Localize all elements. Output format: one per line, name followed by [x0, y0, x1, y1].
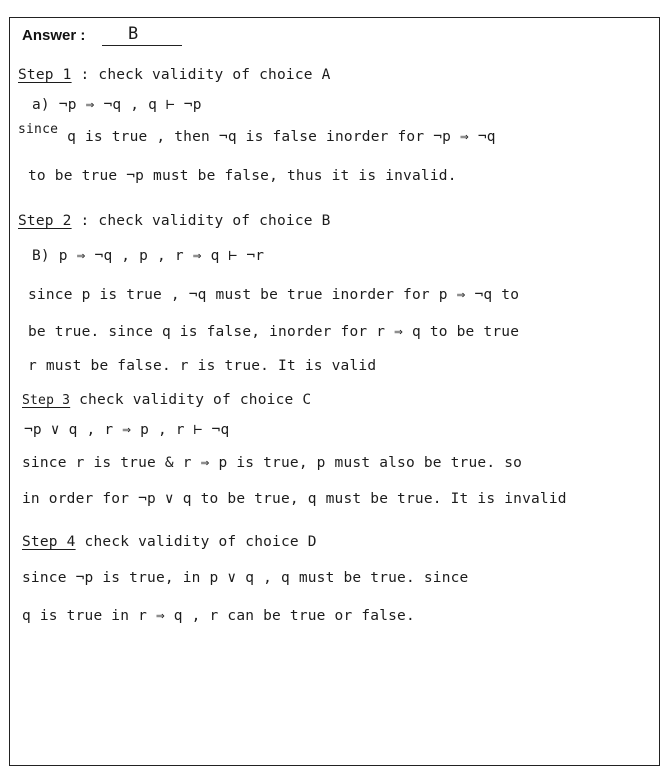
step4-label: Step 4: [22, 534, 76, 550]
choice-d-reason-line1: since ¬p is true, in p ∨ q , q must be true. since: [22, 570, 469, 586]
choice-b-premises: B) p ⇒ ¬q , p , r ⇒ q ⊢ ¬r: [32, 248, 265, 264]
step2-heading-text: : check validity of choice B: [80, 213, 331, 229]
choice-c-premises: ¬p ∨ q , r ⇒ p , r ⊢ ¬q: [24, 422, 230, 438]
answer-sheet: [9, 17, 660, 766]
answer-value: B: [128, 24, 139, 44]
step4-heading: [22, 534, 317, 550]
choice-a-premises: a) ¬p ⇒ ¬q , q ⊢ ¬p: [32, 97, 202, 113]
choice-d-reason-line2: q is true in r ⇒ q , r can be true or false.: [22, 608, 415, 624]
answer-blank-line: [102, 45, 182, 46]
choice-b-reason-line1: since p is true , ¬q must be true inorder for p ⇒ ¬q to: [28, 287, 520, 303]
since-prefix: since: [18, 122, 59, 137]
step1-heading-text: : check validity of choice A: [80, 67, 331, 83]
step3-heading: [22, 392, 311, 408]
answer-label: Answer :: [22, 27, 86, 44]
step4-heading-text: check validity of choice D: [84, 534, 317, 550]
step3-heading-text: check validity of choice C: [79, 392, 312, 408]
step2-heading: [18, 213, 331, 229]
step1-label: Step 1: [18, 67, 72, 83]
step1-heading: [18, 67, 331, 83]
choice-c-reason-line1: since r is true & r ⇒ p is true, p must also be true. so: [22, 455, 523, 471]
choice-c-reason-line2: in order for ¬p ∨ q to be true, q must be true. It is invalid: [22, 491, 567, 507]
choice-a-reason-line1: [18, 122, 496, 145]
step2-label: Step 2: [18, 213, 72, 229]
choice-a-reason-line2: to be true ¬p must be false, thus it is invalid.: [28, 168, 457, 184]
choice-b-reason-line3: r must be false. r is true. It is valid: [28, 358, 377, 374]
step3-label: Step 3: [22, 393, 71, 408]
choice-a-reason-text: q is true , then ¬q is false inorder for ¬p ⇒ ¬q: [67, 129, 496, 145]
choice-b-reason-line2: be true. since q is false, inorder for r ⇒ q to be true: [28, 324, 520, 340]
